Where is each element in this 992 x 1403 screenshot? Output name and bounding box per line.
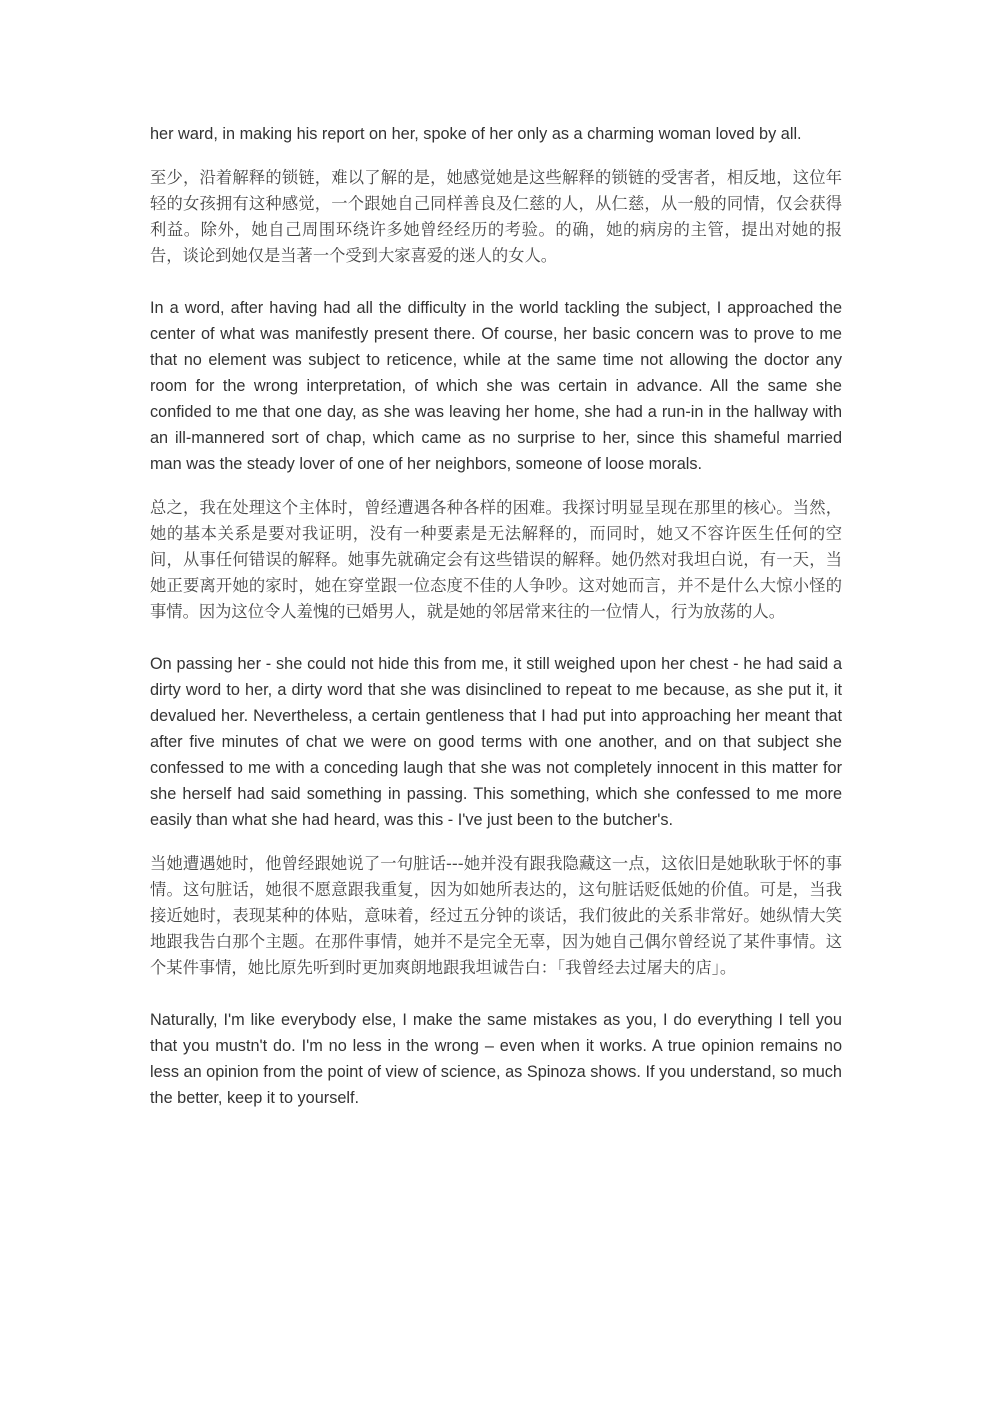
document-page	[150, 121, 842, 1111]
paragraph-en-1: her ward, in making his report on her, spoke of her only as a charming woman loved by all.	[150, 125, 802, 143]
paragraph-en-3: On passing her - she could not hide this from me, it still weighed upon her chest - he had said a dirty word to her, a dirty word that she was disinclined to repeat to me because, as she put it, it devalued her. Nevertheless, a certain gentleness that I had put into approaching her meant that after five minutes of chat we were on good terms with one another, and on that subject she confessed to me with a conceding laugh that she was not completely innocent in this matter for she herself had said something in passing. This something, which she confessed to me more easily than what she had heard, was this - I've just been to the butcher's.	[150, 655, 842, 829]
paragraph-en-2: In a word, after having had all the difficulty in the world tackling the subject, I approached the center of what was manifestly present there. Of course, her basic concern was to prove to me that no element was subject to reticence, while at the same time not allowing the doctor any room for the wrong interpretation, of which she was certain in advance. All the same she confided to me that one day, as she was leaving her home, she had a run-in in the hallway with an ill-mannered sort of chap, which came as no surprise to her, since this shameful married man was the steady lover of one of her neighbors, someone of loose morals.	[150, 299, 842, 473]
paragraph-zh-1: 至少，沿着解释的锁链，难以了解的是，她感觉她是这些解释的锁链的受害者，相反地，这位年轻的女孩拥有这种感觉，一个跟她自己同样善良及仁慈的人，从仁慈，从一般的同情，仅会获得利益。除外，她自己周围环绕许多她曾经经历的考验。的确，她的病房的主管，提出对她的报告，谈论到她仅是当著一个受到大家喜爱的迷人的女人。	[150, 168, 842, 265]
paragraph-zh-3: 当她遭遇她时，他曾经跟她说了一句脏话---她并没有跟我隐藏这一点，这依旧是她耿耿于怀的事情。这句脏话，她很不愿意跟我重复，因为如她所表达的，这句脏话贬低她的价值。可是，当我接近她时，表现某种的体贴，意味着，经过五分钟的谈话，我们彼此的关系非常好。她纵情大笑地跟我告白那个主题。在那件事情，她并不是完全无辜，因为她自己偶尔曾经说了某件事情。这个某件事情，她比原先听到时更加爽朗地跟我坦诚告白：「我曾经去过屠夫的店」。	[150, 854, 842, 977]
paragraph-en-4: Naturally, I'm like everybody else, I make the same mistakes as you, I do everything I tell you that you mustn't do. I'm no less in the wrong – even when it works. A true opinion remains no less an opinion from the point of view of science, as Spinoza shows. If you understand, so much the better, keep it to yourself.	[150, 1011, 842, 1107]
paragraph-zh-2: 总之，我在处理这个主体时，曾经遭遇各种各样的困难。我探讨明显呈现在那里的核心。当然，她的基本关系是要对我证明，没有一种要素是无法解释的，而同时，她又不容许医生任何的空间，从事任何错误的解释。她事先就确定会有这些错误的解释。她仍然对我坦白说，有一天，当她正要离开她的家时，她在穿堂跟一位态度不佳的人争吵。这对她而言，并不是什么大惊小怪的事情。因为这位令人羞愧的已婚男人，就是她的邻居常来往的一位情人，行为放荡的人。	[150, 498, 842, 621]
